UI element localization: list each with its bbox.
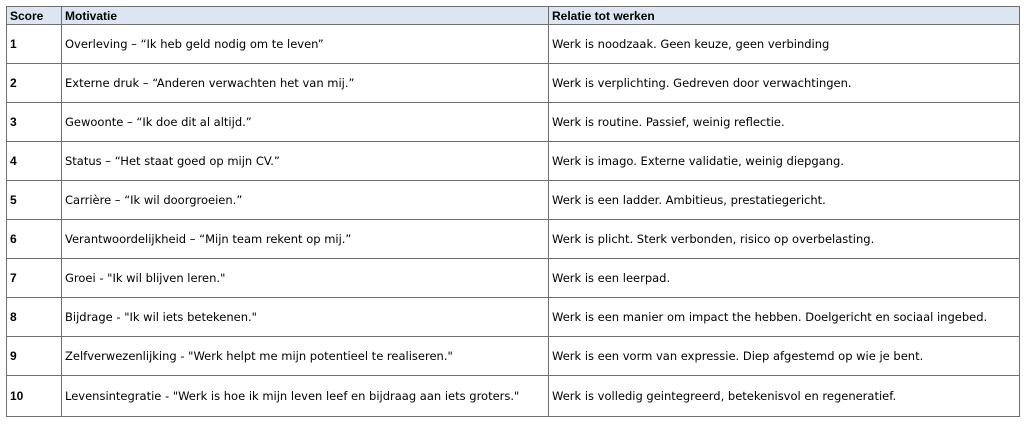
relatie-cell: Werk is een leerpad. (549, 259, 1020, 298)
relatie-cell: Werk is imago. Externe validatie, weinig diepgang. (549, 142, 1020, 181)
relatie-cell: Werk is een ladder. Ambitieus, prestatiegericht. (549, 181, 1020, 220)
header-score: Score (7, 7, 62, 25)
relatie-cell: Werk is volledig geintegreerd, betekenisvol en regeneratief. (549, 376, 1020, 417)
table-row (7, 220, 1020, 259)
relatie-cell: Werk is verplichting. Gedreven door verwachtingen. (549, 64, 1020, 103)
table-row (7, 259, 1020, 298)
score-cell: 5 (7, 181, 62, 220)
score-cell: 1 (7, 25, 62, 64)
motivatie-cell: Externe druk – “Anderen verwachten het van mij.” (62, 64, 549, 103)
header-relatie: Relatie tot werken (549, 7, 1020, 25)
motivatie-cell: Bijdrage - "Ik wil iets betekenen." (62, 298, 549, 337)
table-row (7, 25, 1020, 64)
motivatie-cell: Levensintegratie - "Werk is hoe ik mijn leven leef en bijdraag aan iets groters." (62, 376, 549, 417)
table-row (7, 103, 1020, 142)
score-cell: 2 (7, 64, 62, 103)
score-cell: 8 (7, 298, 62, 337)
motivation-table-container (6, 6, 1019, 417)
table-row (7, 181, 1020, 220)
table-body (7, 25, 1020, 417)
motivatie-cell: Gewoonte – “Ik doe dit al altijd.” (62, 103, 549, 142)
relatie-cell: Werk is een vorm van expressie. Diep afgestemd op wie je bent. (549, 337, 1020, 376)
motivatie-cell: Zelfverwezenlijking - "Werk helpt me mijn potentieel te realiseren." (62, 337, 549, 376)
table-row (7, 337, 1020, 376)
relatie-cell: Werk is plicht. Sterk verbonden, risico op overbelasting. (549, 220, 1020, 259)
table-row (7, 376, 1020, 417)
score-cell: 10 (7, 376, 62, 417)
score-cell: 4 (7, 142, 62, 181)
score-cell: 9 (7, 337, 62, 376)
relatie-cell: Werk is een manier om impact the hebben. Doelgericht en sociaal ingebed. (549, 298, 1020, 337)
table-row (7, 64, 1020, 103)
motivatie-cell: Groei - "Ik wil blijven leren." (62, 259, 549, 298)
relatie-cell: Werk is noodzaak. Geen keuze, geen verbinding (549, 25, 1020, 64)
header-motivatie: Motivatie (62, 7, 549, 25)
motivatie-cell: Overleving – “Ik heb geld nodig om te leven” (62, 25, 549, 64)
score-cell: 6 (7, 220, 62, 259)
table-row (7, 298, 1020, 337)
table-header-row (7, 7, 1020, 25)
score-cell: 7 (7, 259, 62, 298)
motivatie-cell: Status – “Het staat goed op mijn CV.” (62, 142, 549, 181)
relatie-cell: Werk is routine. Passief, weinig reflectie. (549, 103, 1020, 142)
motivation-table (6, 6, 1020, 417)
table-row (7, 142, 1020, 181)
motivatie-cell: Carrière – “Ik wil doorgroeien.” (62, 181, 549, 220)
motivatie-cell: Verantwoordelijkheid – “Mijn team rekent op mij.” (62, 220, 549, 259)
score-cell: 3 (7, 103, 62, 142)
